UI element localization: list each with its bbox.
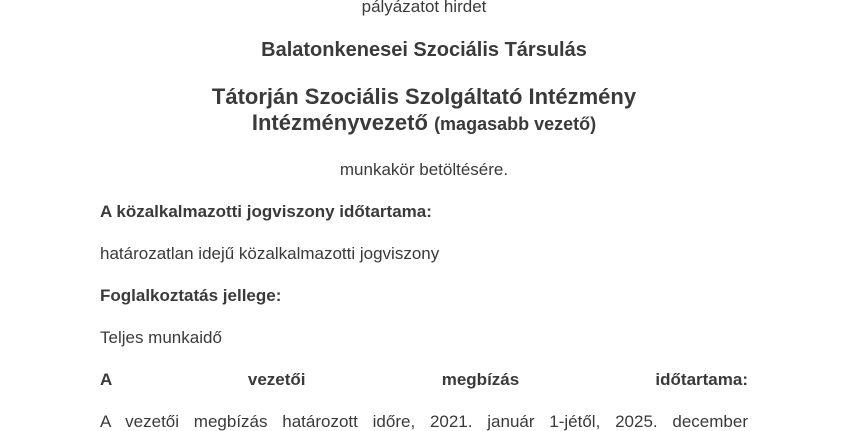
position-name: Intézményvezető — [251, 110, 428, 135]
intro-line: pályázatot hirdet — [361, 0, 487, 16]
subtitle-line: munkakör betöltésére. — [339, 160, 509, 179]
position-level-note: (magasabb vezető) — [434, 114, 597, 134]
section-heading-foglalkoztatas-jellege: Foglalkoztatás jellege: — [100, 286, 282, 305]
section-body-vezetoi-megbizas: A vezetői megbízás határozott időre, 2021. január 1-jétől, 2025. december — [100, 412, 748, 431]
section-body-foglalkoztatas-jellege: Teljes munkaidő — [100, 328, 222, 347]
position-title — [100, 84, 748, 137]
section-heading-vezetoi-megbizas: A vezetői megbízás időtartama: — [100, 370, 748, 389]
section-body-jogviszony-idotartama: határozatlan idejű közalkalmazotti jogviszony — [100, 244, 440, 263]
organization-name: Balatonkenesei Szociális Társulás — [261, 39, 587, 61]
institution-name: Tátorján Szociális Szolgáltató Intézmény — [211, 84, 637, 109]
section-heading-jogviszony-idotartama: A közalkalmazotti jogviszony időtartama: — [100, 202, 432, 221]
